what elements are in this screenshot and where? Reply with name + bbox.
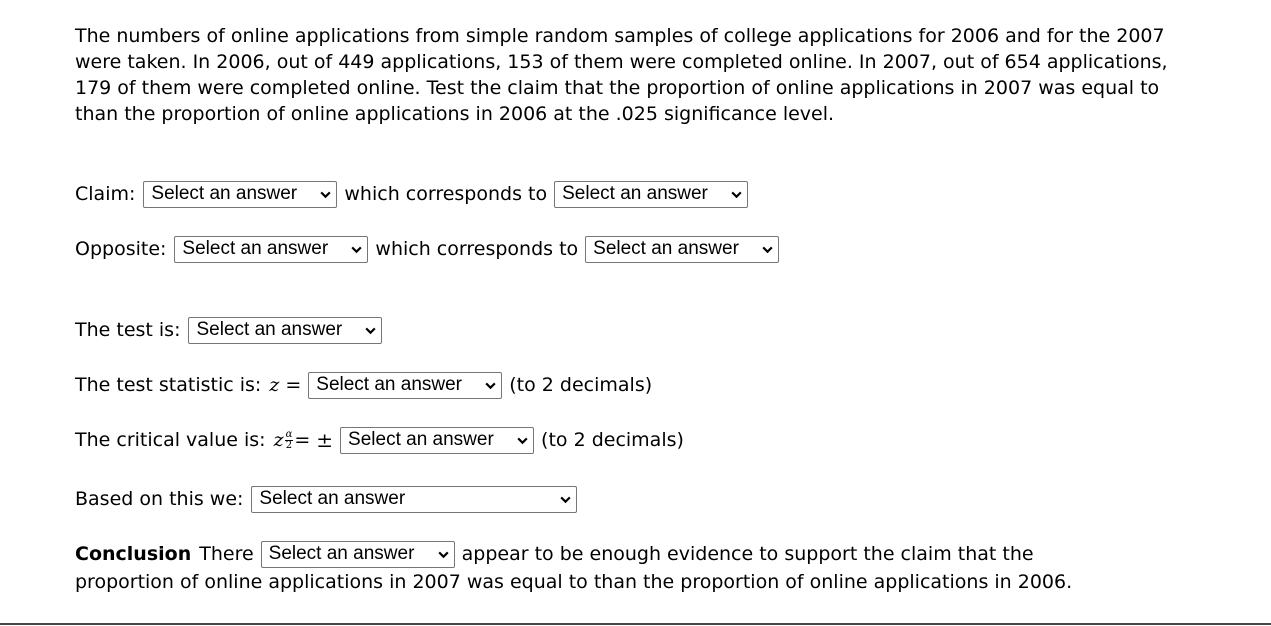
test-label: The test is: [75,319,181,341]
critical-row [75,426,684,454]
statistic-row [75,371,652,399]
critical-label: The critical value is: [75,429,266,451]
test-row [75,316,389,344]
decision-select[interactable] [251,486,577,513]
conclusion-suffix: appear to be enough evidence to support the claim that the [461,543,1034,565]
conclusion-label: Conclusion [75,543,192,565]
chevron-down-icon [319,188,332,201]
chevron-down-icon [484,379,497,392]
opposite-row [75,235,786,263]
equals-sign: = [285,374,302,396]
chevron-down-icon [559,493,572,506]
opposite-symbol-select[interactable] [585,236,779,263]
decision-label: Based on this we: [75,488,244,510]
question-content [75,23,1185,127]
decision-select-value: Select an answer [259,488,406,509]
claim-row [75,180,755,208]
claim-label: Claim: [75,183,136,205]
claim-select-value: Select an answer [151,183,298,204]
conclusion-prefix: There [199,543,254,565]
conclusion-line2-row [75,568,1072,596]
statistic-label: The test statistic is: [75,374,262,396]
opposite-select-value: Select an answer [182,238,329,259]
chevron-down-icon [761,243,774,256]
test-statistic-select-value: Select an answer [316,374,463,395]
plus-minus-sign: ± [316,428,334,452]
critical-value-select[interactable] [340,427,534,454]
chevron-down-icon [364,324,377,337]
z-symbol: z [269,374,280,396]
conclusion-line2: proportion of online applications in 2007 was equal to than the proportion of online applications in 2006. [75,571,1073,593]
conclusion-select[interactable] [261,541,455,568]
critical-value-select-value: Select an answer [348,429,494,450]
chevron-down-icon [516,434,529,447]
equals-sign: = [294,429,311,451]
problem-statement: The numbers of online applications from simple random samples of college applications for 2006 and for the 2007 were taken. In 2006, out of 449 applications, 153 of them were completed online. In 2007, out of 654 applications, 179 of them were completed online. Test the claim that the proportion of online applications in 2007 was equal to than the proportion of online applications in 2006 at the .025 significance level. [75,25,1168,125]
claim-symbol-select[interactable] [554,181,748,208]
chevron-down-icon [350,243,363,256]
test-select[interactable] [188,317,382,344]
claim-select[interactable] [143,181,337,208]
bottom-divider [0,623,1271,625]
denominator: 2 [285,439,293,451]
claim-symbol-select-value: Select an answer [562,183,708,204]
test-select-value: Select an answer [196,319,343,340]
chevron-down-icon [730,188,743,201]
alpha-symbol: α [285,428,293,440]
opposite-select[interactable] [174,236,368,263]
test-statistic-select[interactable] [308,372,502,399]
statistic-decimals-note: (to 2 decimals) [509,374,653,396]
conclusion-row [75,540,1034,568]
opposite-label: Opposite: [75,238,167,260]
decision-row [75,485,584,513]
opposite-symbol-select-value: Select an answer [593,238,739,259]
conclusion-select-value: Select an answer [268,543,415,564]
claim-corresponds-text: which corresponds to [344,183,548,205]
chevron-down-icon [437,548,450,561]
alpha-over-two [285,430,294,451]
critical-decimals-note: (to 2 decimals) [541,429,684,451]
z-symbol: z [273,429,284,451]
opposite-corresponds-text: which corresponds to [375,238,579,260]
